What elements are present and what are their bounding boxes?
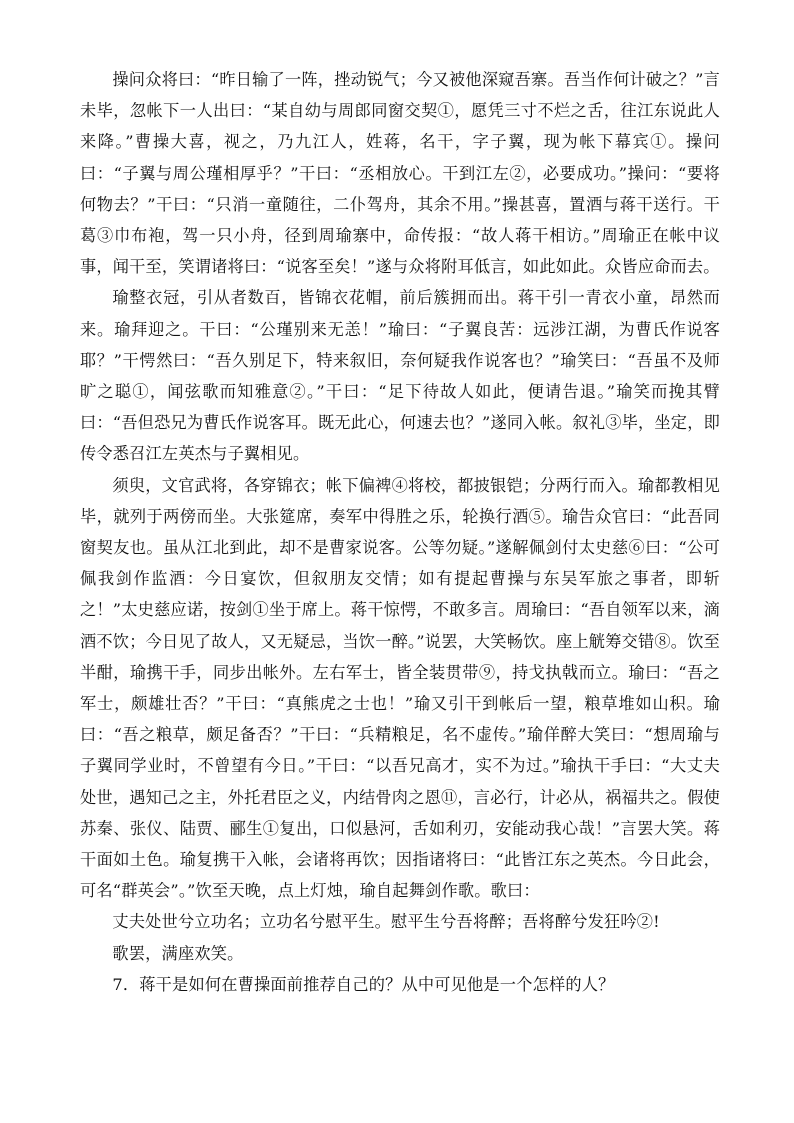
paragraph-3: 须臾，文官武将，各穿锦衣；帐下偏裨④将校，都披银铠；分两行而入。瑜都教相见毕，就列于两傍而坐。大张筵席，奏军中得胜之乐，轮换行酒⑤。瑜告众官曰：“此吾同窗契友也。虽从江北到此，却不是曹家说客。公等勿疑。”遂解佩剑付太史慈⑥曰：“公可佩我剑作监酒：今日宴饮，但叙朋友交情；如有提起曹操与东吴军旅之事者，即斩之！”太史慈应诺，按剑①坐于席上。蒋干惊愕，不敢多言。周瑜曰：“吾自领军以来，滴酒不饮；今日见了故人，又无疑忌，当饮一醉。”说罢，大笑畅饮。座上觥筹交错⑧。饮至半酣，瑜携干手，同步出帐外。左右军士，皆全装贯带⑨，持戈执戟而立。瑜曰：“吾之军士，颇雄壮否？”干曰：“真熊虎之士也！”瑜又引干到帐后一望，粮草堆如山积。瑜曰：“吾之粮草，颇足备否？”干曰：“兵精粮足，名不虚传。”瑜佯醉大笑曰：“想周瑜与子翼同学业时，不曾望有今日。”干曰：“以吾兄高才，实不为过。”瑜执干手曰：“大丈夫处世，遇知己之主，外托君臣之义，内结骨肉之恩⑪，言必行，计必从，祸福共之。假使苏秦、张仪、陆贾、郦生①复出，口似悬河，舌如利刃，安能动我心哉！”言罢大笑。蒋干面如土色。瑜复携干入帐，会诸将再饮；因指诸将曰：“此皆江东之英杰。今日此会，可名“群英会”。”饮至天晚，点上灯烛，瑜自起舞剑作歌。歌曰： [80,475,720,901]
after-song-line: 歌罢，满座欢笑。 [112,943,244,963]
paragraph-2: 瑜整衣冠，引从者数百，皆锦衣花帽，前后簇拥而出。蒋干引一青衣小童，昂然而来。瑜拜迎之。干曰：“公瑾别来无恙！”瑜曰：“子翼良苦：远涉江湖，为曹氏作说客耶？”干愕然曰：“吾久别足下，特来叙旧，奈何疑我作说客也？”瑜笑曰：“吾虽不及师旷之聪①，闻弦歌而知雅意②。”干曰：“足下待故人如此，便请告退。”瑜笑而挽其臂曰：“吾但恐兄为曹氏作说客耳。既无此心，何速去也？”遂同入帐。叙礼③毕，坐定，即传令悉召江左英杰与子翼相见。 [80,288,720,464]
question-7: 7．蒋干是如何在曹操面前推荐自己的？从中可见他是一个怎样的人？ [112,974,615,994]
song-line: 丈夫处世兮立功名；立功名兮慰平生。慰平生兮吾将醉；吾将醉兮发狂吟②! [112,912,660,932]
paragraph-1: 操问众将曰：“昨日输了一阵，挫动锐气；今又被他深窥吾寨。吾当作何计破之？”言未毕，忽帐下一人出曰：“某自幼与周郎同窗交契①，愿凭三寸不烂之舌，往江东说此人来降。”曹操大喜，视之，乃九江人，姓蒋，名干，字子翼，现为帐下幕宾①。操问曰：“子翼与周公瑾相厚乎？”干曰：“丞相放心。干到江左②，必要成功。”操问：“要将何物去？”干曰：“只消一童随往，二仆驾舟，其余不用。”操甚喜，置酒与蒋干送行。干葛③巾布袍，驾一只小舟，径到周瑜寨中，命传报：“故人蒋干相访。”周瑜正在帐中议事，闻干至，笑谓诸将曰：“说客至矣！”遂与众将附耳低言，如此如此。众皆应命而去。 [80,70,720,277]
document-page [80,64,720,1000]
